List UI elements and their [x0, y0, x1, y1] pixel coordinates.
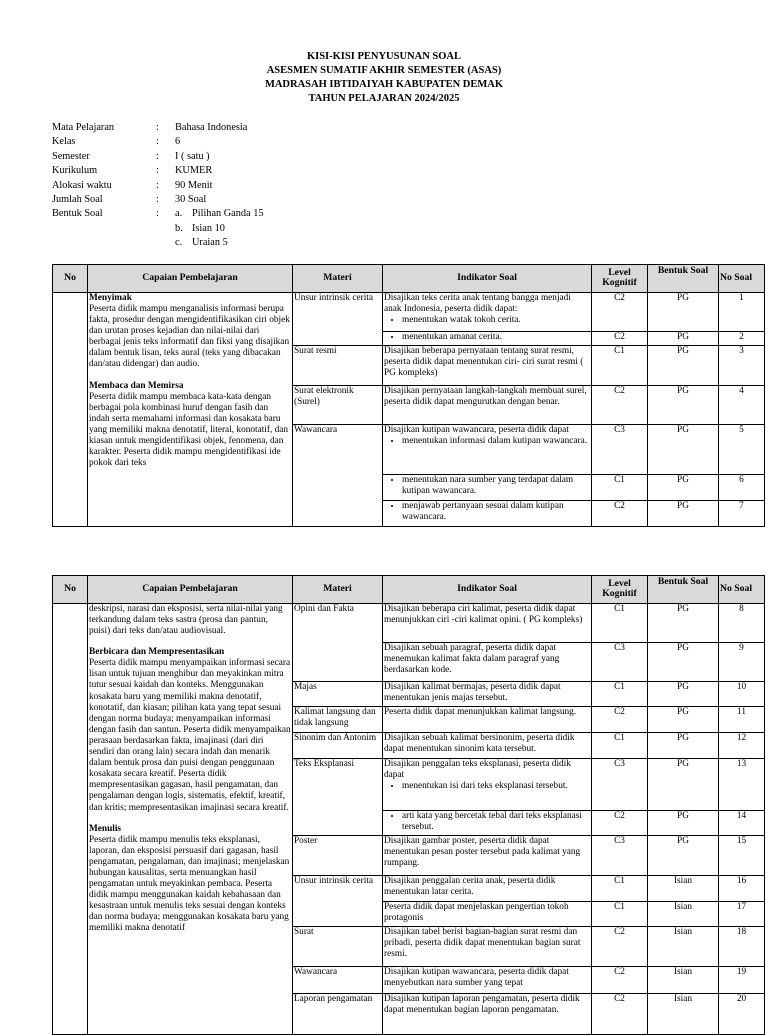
cp-heading-berbicara: Berbicara dan Mempresentasikan: [89, 647, 225, 658]
bentuk-cell: PG: [648, 603, 719, 642]
table-row: [53, 603, 765, 642]
materi-cell: Unsur intrinsik cerita: [293, 292, 383, 346]
indikator-cell: Disajikan beberapa ciri kalimat, peserta didik dapat menunjukkan ciri -ciri kalimat opini. ( PG kompleks): [383, 603, 592, 642]
bentuk-cell: PG: [648, 733, 719, 759]
level-cell: C2: [592, 993, 648, 1034]
bentuk-cell: Isian: [648, 993, 719, 1034]
header-cp: Capaian Pembelajaran: [88, 265, 293, 293]
indikator-cell: [383, 501, 592, 527]
indikator-bullet: • menentukan isi dari teks eksplanasi tersebut.: [402, 781, 590, 792]
indikator-cell: Peserta didik dapat menjelaskan pengertian tokoh protagonis: [383, 901, 592, 927]
header-materi: Materi: [293, 576, 383, 604]
header-bentuk: Bentuk Soal: [648, 576, 719, 604]
indikator-cell: Disajikan sebuah paragraf, peserta didik dapat menemukan kalimat fakta dalam paragraf yang berdasarkan kode.: [383, 643, 592, 682]
nosoal-cell: 10: [719, 682, 765, 707]
nosoal-cell: 6: [719, 475, 765, 501]
materi-cell: Laporan pengamatan: [293, 993, 383, 1034]
table-header-row: [53, 576, 765, 604]
header-cp: Capaian Pembelajaran: [88, 576, 293, 604]
level-cell: C1: [592, 346, 648, 385]
header-indikator: Indikator Soal: [383, 265, 592, 293]
level-cell: C1: [592, 875, 648, 901]
indikator-cell: Disajikan penggalan teks eksplanasi, peserta didik dapat • menentukan isi dari teks eksplanasi tersebut.: [383, 758, 592, 810]
level-cell: C1: [592, 901, 648, 927]
identity-block: [52, 121, 264, 251]
bentuk-cell: PG: [648, 643, 719, 682]
header-level: Level Kognitif: [592, 576, 648, 604]
indikator-bullet: • menentukan amanat cerita.: [402, 332, 590, 343]
materi-cell: Wawancara: [293, 966, 383, 993]
bentuk-cell: PG: [648, 758, 719, 810]
level-cell: C2: [592, 707, 648, 733]
indikator-cell: Disajikan penggalan cerita anak, peserta didik menentukan latar cerita.: [383, 875, 592, 901]
indikator-cell: Peserta didik dapat menunjukkan kalimat langsung.: [383, 707, 592, 733]
nosoal-cell: 19: [719, 966, 765, 993]
info-row: Jumlah Soal : 30 Soal: [52, 194, 207, 206]
level-cell: C3: [592, 836, 648, 875]
nosoal-cell: 18: [719, 927, 765, 966]
materi-cell: Surat elektronik (Surel): [293, 385, 383, 424]
cp-heading-menyimak: Menyimak: [89, 292, 132, 303]
indikator-bullet: • menentukan watak tokoh cerita.: [402, 315, 590, 326]
bentuk-cell: Isian: [648, 966, 719, 993]
nosoal-cell: 1: [719, 292, 765, 331]
cp-text: Peserta didik mampu menyampaikan informasi secara lisan untuk tujuan menghibur dan meyakinkan mitra tutur sesuai kaidah dan konteks. Menggunakan kosakata baru yang memiliki makna denotatif, konotatif, dan kiasan; pilihan kata yang tepat sesuai dengan norma budaya; menyampaikan informasi dengan fasih dan santun. Peserta didik menyampaikan perasaan berdasarkan fakta, imajinasi (dari diri sendiri dan orang lain) secara indah dan menarik dalam bentuk prosa dan puisi dengan penggunaan kosakata secara kreatif. Peserta didik mempresentasikan gagasan, hasil pengamatan, dan pengalaman dengan logis, sistematis, efektif, kreatif, dan kritis; mempresentasikan imajinasi secara kreatif.: [89, 658, 291, 813]
indikator-cell: Disajikan tabel berisi bagian-bagian surat resmi dan pribadi, peserta didik dapat menentukan bagian surat resmi.: [383, 927, 592, 966]
indikator-cell: Disajikan kalimat bermajas, peserta didik dapat menentukan jenis majas tersebut.: [383, 682, 592, 707]
header-no: No: [53, 265, 88, 293]
nosoal-cell: 17: [719, 901, 765, 927]
bentuk-cell: PG: [648, 682, 719, 707]
info-row: Alokasi waktu : 90 Menit: [52, 179, 213, 191]
indikator-cell: Disajikan kutipan wawancara, peserta didik dapat menyebutkan nara sumber yang tepat: [383, 966, 592, 993]
title-line-1: KISI-KISI PENYUSUNAN SOAL: [306, 51, 462, 62]
title-line-3: MADRASAH IBTIDAIYAH KABUPATEN DEMAK: [264, 79, 504, 90]
level-cell: C3: [592, 643, 648, 682]
indikator-bullet: • arti kata yang bercetak tebal dari teks eksplanasi tersebut.: [402, 811, 590, 833]
indikator-cell: Disajikan pernyataan langkah-langkah membuat surel, peserta didik dapat mengurutkan dengan benar.: [383, 385, 592, 424]
header-level: Level Kognitif: [592, 265, 648, 293]
level-cell: C2: [592, 810, 648, 836]
level-cell: C3: [592, 758, 648, 810]
materi-cell: Teks Eksplanasi: [293, 758, 383, 836]
table-row: [53, 292, 765, 331]
header-materi: Materi: [293, 265, 383, 293]
bentuk-cell: PG: [648, 810, 719, 836]
nosoal-cell: 9: [719, 643, 765, 682]
level-cell: C2: [592, 385, 648, 424]
indikator-cell: Disajikan kutipan wawancara, peserta didik dapat • menentukan informasi dalam kutipan wawancara.: [383, 424, 592, 475]
level-cell: C1: [592, 682, 648, 707]
indikator-bullet: • menentukan informasi dalam kutipan wawancara.: [402, 436, 590, 447]
materi-cell: Opini dan Fakta: [293, 603, 383, 682]
level-cell: C2: [592, 966, 648, 993]
kisi-table-1: [52, 264, 765, 527]
no-cell: [53, 603, 88, 1034]
nosoal-cell: 14: [719, 810, 765, 836]
level-cell: C2: [592, 292, 648, 331]
bentuk-cell: PG: [648, 707, 719, 733]
bentuk-cell: Isian: [648, 927, 719, 966]
bentuk-soal-options: a. Pilihan Ganda 15 b. Isian 10 c. Uraian 5: [175, 208, 264, 249]
indikator-cell: [383, 810, 592, 836]
nosoal-cell: 16: [719, 875, 765, 901]
bentuk-cell: PG: [648, 475, 719, 501]
nosoal-cell: 5: [719, 424, 765, 475]
bentuk-cell: PG: [648, 292, 719, 331]
nosoal-cell: 8: [719, 603, 765, 642]
level-cell: C1: [592, 603, 648, 642]
info-row: Mata Pelajaran : Bahasa Indonesia: [52, 122, 248, 133]
cp-text: Peserta didik mampu menganalisis informasi berupa fakta, prosedur dengan mengidentifikasikan ciri objek dan urutan proses kejadian dan nilai-nilai dari berbagai jenis teks informatif dan fiksi yang disajikan dalam bentuk lisan, teks aural (teks yang dibacakan dan/atau didengar) dan audio.: [89, 303, 290, 370]
header-bentuk: Bentuk Soal: [648, 265, 719, 293]
cp-text: Peserta didik mampu membaca kata-kata dengan berbagai pola kombinasi huruf dengan fasih dan indah serta memahami informasi dan kosakata baru yang memiliki makna denotatif, literal, konotatif, dan kiasan untuk mengidentifikasi objek, fenomena, dan karakter. Peserta didik mampu mengidentifikasi ide pokok dari teks: [89, 391, 289, 469]
cp-text: deskripsi, narasi dan eksposisi, serta nilai-nilai yang terkandung dalam teks sastra (prosa dan pantun, puisi) dari teks dan/atau audiovisual.: [89, 603, 283, 637]
title-line-2: ASESMEN SUMATIF AKHIR SEMESTER (ASAS): [266, 65, 502, 76]
nosoal-cell: 11: [719, 707, 765, 733]
header-nosoal: No Soal: [719, 265, 765, 293]
materi-cell: Poster: [293, 836, 383, 875]
bentuk-cell: Isian: [648, 901, 719, 927]
nosoal-cell: 3: [719, 346, 765, 385]
indikator-bullet: • menentukan nara sumber yang terdapat dalam kutipan wawancara.: [402, 475, 590, 497]
cp-heading-membaca: Membaca dan Memirsa: [89, 380, 184, 391]
indikator-cell: [383, 475, 592, 501]
indikator-cell: Disajikan teks cerita anak tentang bangga menjadi anak Indonesia, peserta didik dapat: • menentukan watak tokoh cerita.: [383, 292, 592, 331]
no-cell: [53, 292, 88, 526]
materi-cell: Unsur intrinsik cerita: [293, 875, 383, 927]
materi-cell: Sinonim dan Antonim: [293, 733, 383, 759]
bentuk-cell: PG: [648, 346, 719, 385]
indikator-cell: Disajikan kutipan laporan pengamatan, peserta didik dapat menentukan bagian laporan pengamatan.: [383, 993, 592, 1034]
bentuk-cell: Isian: [648, 875, 719, 901]
level-cell: C2: [592, 332, 648, 346]
bentuk-cell: PG: [648, 836, 719, 875]
bentuk-cell: PG: [648, 332, 719, 346]
indikator-cell: Disajikan gambar poster, peserta didik dapat menentukan pesan poster tersebut pada kalimat yang rumpang.: [383, 836, 592, 875]
level-cell: C3: [592, 424, 648, 475]
cp-cell: [88, 603, 293, 1034]
level-cell: C1: [592, 733, 648, 759]
nosoal-cell: 13: [719, 758, 765, 810]
materi-cell: Majas: [293, 682, 383, 707]
level-cell: C2: [592, 501, 648, 527]
bentuk-cell: PG: [648, 385, 719, 424]
nosoal-cell: 15: [719, 836, 765, 875]
cp-cell: [88, 292, 293, 526]
kisi-table-2: [52, 575, 765, 1035]
header-no: No: [53, 576, 88, 604]
indikator-cell: [383, 332, 592, 346]
materi-cell: Surat: [293, 927, 383, 966]
info-row: Kurikulum : KUMER: [52, 165, 213, 177]
cp-heading-menulis: Menulis: [89, 823, 122, 834]
materi-cell: Wawancara: [293, 424, 383, 526]
indikator-cell: Disajikan sebuah kalimat bersinonim, peserta didik dapat menentukan sinonim kata tersebut.: [383, 733, 592, 759]
materi-cell: Surat resmi: [293, 346, 383, 385]
info-row: Kelas : 6: [52, 136, 181, 148]
indikator-cell: Disajikan beberapa pernyataan tentang surat resmi, peserta didik dapat menentukan ciri- ciri surat resmi ( PG kompleks): [383, 346, 592, 385]
indikator-bullet: • menjawab pertanyaan sesuai dalam kutipan wawancara.: [402, 501, 590, 523]
header-nosoal: No Soal: [719, 576, 765, 604]
info-row: Semester : I ( satu ): [52, 150, 210, 162]
title-line-4: TAHUN PELAJARAN 2024/2025: [308, 93, 460, 104]
nosoal-cell: 20: [719, 993, 765, 1034]
nosoal-cell: 7: [719, 501, 765, 527]
document-title: [0, 50, 768, 106]
nosoal-cell: 4: [719, 385, 765, 424]
bentuk-cell: PG: [648, 501, 719, 527]
materi-cell: Kalimat langsung dan tidak langsung: [293, 707, 383, 733]
bentuk-cell: PG: [648, 424, 719, 475]
nosoal-cell: 2: [719, 332, 765, 346]
info-row: Bentuk Soal : a. Pilihan Ganda 15 b. Isian 10 c. Uraian 5: [52, 207, 264, 250]
nosoal-cell: 12: [719, 733, 765, 759]
cp-text: Peserta didik mampu menulis teks eksplanasi, laporan, dan eksposisi persuasif dari gagasan, hasil pengamatan, pengalaman, dan imajinasi; menjelaskan hubungan kausalitas, serta menuangkan hasil pengamatan untuk meyakinkan pembaca. Peserta didik mampu menggunakan kaidah kebahasaan dan kesastraan untuk menulis teks sesuai dengan konteks dan norma budaya; menggunakan kosakata baru yang memiliki makna denotatif: [89, 834, 290, 934]
level-cell: C1: [592, 475, 648, 501]
header-indikator: Indikator Soal: [383, 576, 592, 604]
level-cell: C2: [592, 927, 648, 966]
table-header-row: [53, 265, 765, 293]
